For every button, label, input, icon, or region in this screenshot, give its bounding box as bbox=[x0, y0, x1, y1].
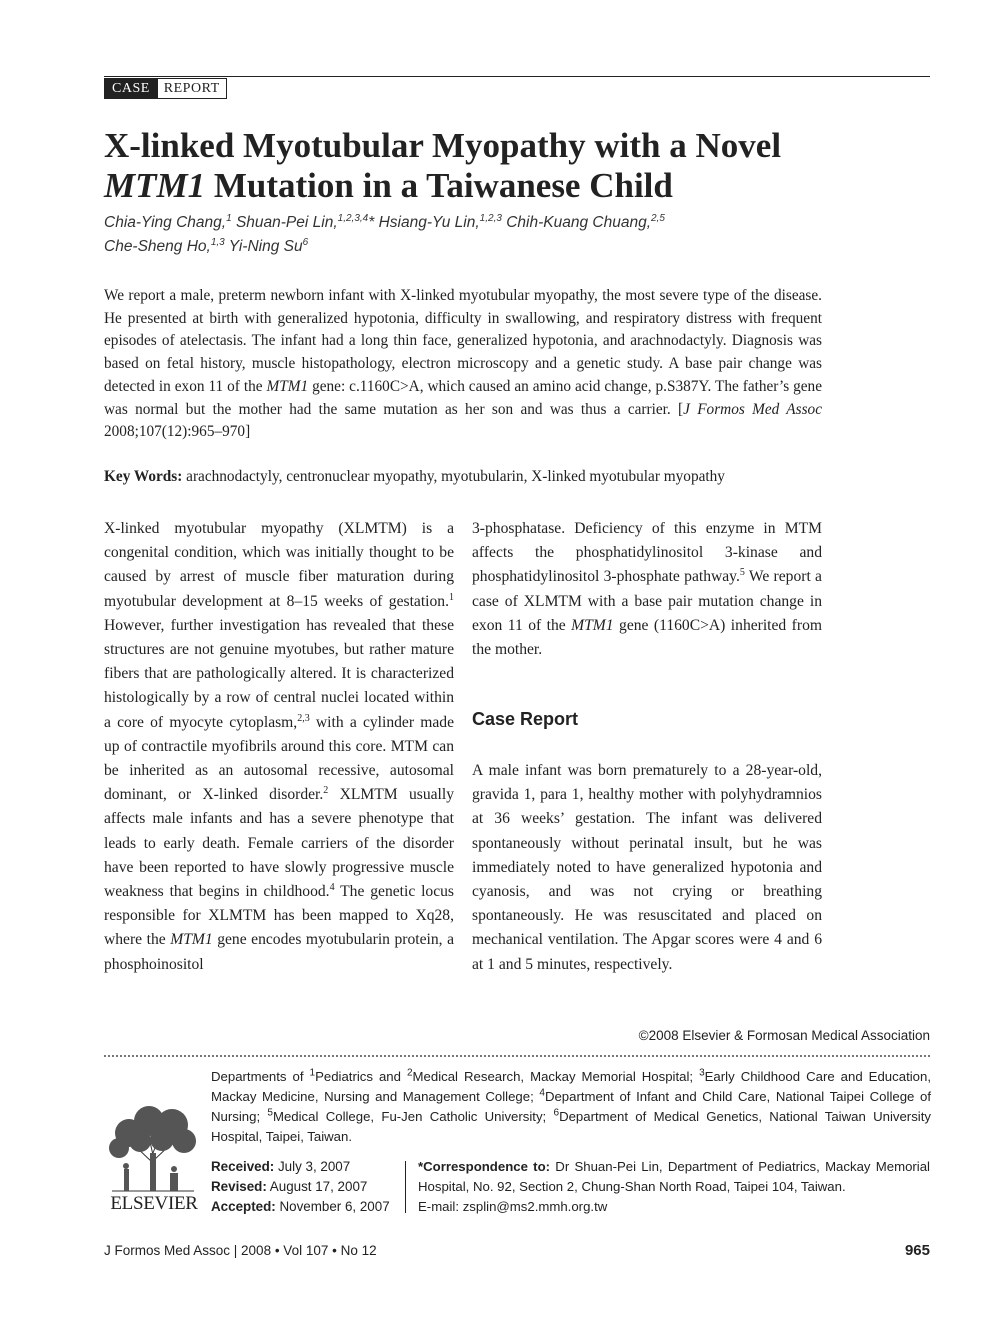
top-rule bbox=[104, 76, 930, 77]
section-heading-case-report: Case Report bbox=[472, 709, 579, 729]
copyright-line: ©2008 Elsevier & Formosan Medical Association bbox=[638, 1028, 930, 1043]
elsevier-tree-logo bbox=[104, 1103, 202, 1195]
article-title: X-linked Myotubular Myopathy with a Novel MTM1 Mutation in a Taiwanese Child bbox=[104, 126, 782, 205]
elsevier-wordmark: ELSEVIER bbox=[110, 1193, 198, 1214]
abstract: We report a male, preterm newborn infant with X-linked myotubular myopathy, the most severe type of the disease. He presented at birth with generalized hypotonia, difficulty in swallowing, and respiratory distress with frequent episodes of atelectasis. The infant had a long thin face, generalized hypotonia, and arachnodactyly. Diagnosis was based on fetal history, muscle histopathology, electron microscopy and a genetic study. A base pair change was detected in exon 11 of the MTM1 gene: c.1160C>A, which caused an amino acid change, p.S387Y. The father’s gene was normal but the mother had the same mutation as her son and was thus a carrier. [J Formos Med Assoc 2008;107(12):965–970] bbox=[104, 287, 822, 441]
keywords: Key Words: arachnodactyly, centronuclear myopathy, myotubularin, X-linked myotubular myopathy bbox=[104, 468, 725, 485]
dotted-divider bbox=[104, 1055, 930, 1057]
case-report-paragraph: A male infant was born prematurely to a 28-year-old, gravida 1, para 1, healthy mother with polyhydramnios at 36 weeks’ gestation. The infant was delivered spontaneously without perinatal insult, but he was immediately noted to have generalized hypotonia and cyanosis, and was not crying or breathing spontaneously. He was resuscitated and placed on mechanical ventilation. The Apgar scores were 4 and 6 at 1 and 5 minutes, respectively. bbox=[472, 762, 822, 973]
body-column-right: 3-phosphatase. Deficiency of this enzyme in MTM affects the phosphatidylinositol 3-kinase and phosphatidylinositol 3-phosphate pathway.$^5$ We report a case of XLMTM with a base pair mutation change in exon 11 of the MTM1 gene (1160C>A) inherited from the mother. bbox=[472, 520, 822, 659]
tag-report: REPORT bbox=[158, 78, 227, 99]
correspondence: *Correspondence to: Dr Shuan-Pei Lin, Department of Pediatrics, Mackay Memorial Hospital, No. 92, Section 2, Chung-Shan North Road, Taipei 104, Taiwan. E-mail: zsplin@ms2.mmh.org.tw bbox=[418, 1159, 930, 1214]
page-number: 965 bbox=[904, 1242, 930, 1259]
journal-footer: J Formos Med Assoc | 2008 • Vol 107 • No 12 bbox=[104, 1243, 377, 1258]
tag-case: CASE bbox=[104, 78, 158, 99]
affiliations: Departments of $^1$Pediatrics and $^2$Medical Research, Mackay Memorial Hospital; $^3$Early Childhood Care and Education, Mackay Medicine, Nursing and Management College; $^4$Department of Infant and Child Care, National Taipei College of Nursing; $^5$Medical College, Fu-Jen Catholic University; $^6$Department of Medical Genetics, National Taiwan University Hospital, Taipei, Taiwan. bbox=[211, 1067, 931, 1144]
dates-separator bbox=[405, 1161, 406, 1213]
accepted-date: Accepted: November 6, 2007 bbox=[211, 1199, 390, 1214]
article-type-tag bbox=[104, 78, 227, 99]
author-list: Chia-Ying Chang,$^1$ Shuan-Pei Lin,$^{1,2,3,4}$* Hsiang-Yu Lin,$^{1,2,3}$ Chih-Kuang Chuang,$^{2,5}$ Che-Sheng Ho,$^{1,3}$ Yi-Ning Su$^6$ bbox=[104, 212, 665, 255]
received-date: Received: July 3, 2007 bbox=[211, 1159, 351, 1174]
revised-date: Revised: August 17, 2007 bbox=[211, 1179, 368, 1194]
body-column-left: X-linked myotubular myopathy (XLMTM) is a congenital condition, which was initially thought to be caused by arrest of muscle fiber maturation during myotubular development at 8–15 weeks of gestation.$^1$ However, further investigation has revealed that these structures are not genuine myotubes, but rather mature fibers that are pathologically altered. It is characterized histologically by a row of central nuclei located within a core of myocyte cytoplasm,$^{2,3}$ with a cylinder made up of contractile myofibrils around this core. MTM can be inherited as an autosomal recessive, autosomal dominant, or X-linked disorder.$^2$ XLMTM usually affects male infants and has a severe phenotype that leads to early death. Female carriers of the disorder have been reported to have slowly progressive muscle weakness that begins in childhood.$^4$ The genetic locus responsible for XLMTM has been mapped to Xq28, where the MTM1 gene encodes myotubularin protein, a phosphoinositol bbox=[104, 520, 455, 973]
article-dates bbox=[211, 1157, 401, 1217]
correspondence-email[interactable]: E-mail: zsplin@ms2.mmh.org.tw bbox=[418, 1199, 608, 1214]
